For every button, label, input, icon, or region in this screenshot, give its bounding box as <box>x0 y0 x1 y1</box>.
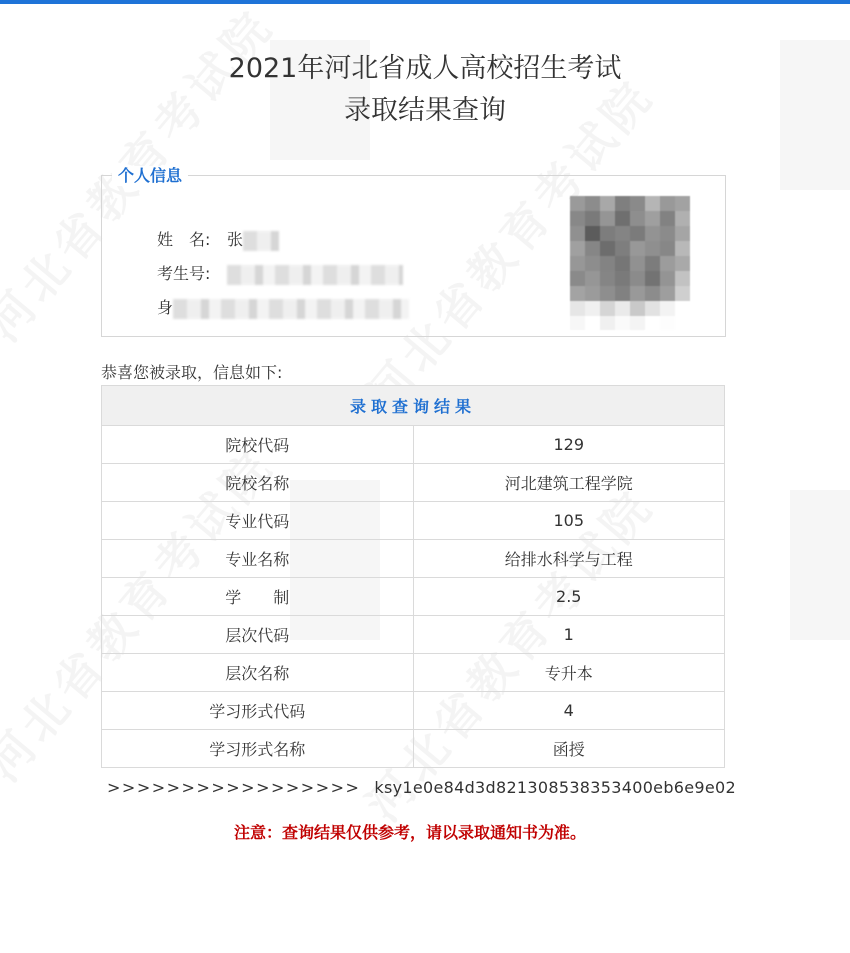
watermark-logo-block <box>790 490 850 640</box>
photo-mosaic-cell <box>675 316 690 330</box>
row-value: 129 <box>413 426 725 464</box>
photo-mosaic-cell <box>645 196 660 211</box>
photo-mosaic-cell <box>600 196 615 211</box>
photo-mosaic-cell <box>585 241 600 256</box>
photo-mosaic-cell <box>600 256 615 271</box>
table-row <box>102 502 725 540</box>
photo-mosaic-cell <box>645 226 660 241</box>
row-label: 层次名称 <box>102 654 414 692</box>
photo-mosaic-cell <box>570 211 585 226</box>
verification-hash-code: ksy1e0e84d3d821308538353400eb6e9e02 <box>374 778 736 797</box>
photo-mosaic-cell <box>675 196 690 211</box>
name-row <box>157 228 279 252</box>
row-value: 105 <box>413 502 725 540</box>
photo-mosaic-cell <box>645 211 660 226</box>
id-number-row <box>157 296 409 320</box>
photo-mosaic-cell <box>630 256 645 271</box>
photo-mosaic-cell <box>585 226 600 241</box>
photo-mosaic-cell <box>675 286 690 301</box>
photo-mosaic-cell <box>570 271 585 286</box>
exam-number-row <box>157 262 403 286</box>
table-row <box>102 540 725 578</box>
photo-mosaic-cell <box>630 211 645 226</box>
photo-mosaic-cell <box>570 241 585 256</box>
row-label: 专业代码 <box>102 502 414 540</box>
name-value: 张 <box>227 230 244 249</box>
photo-mosaic-cell <box>615 301 630 316</box>
photo-mosaic-cell <box>615 316 630 330</box>
row-value: 给排水科学与工程 <box>413 540 725 578</box>
photo-mosaic-cell <box>660 316 675 330</box>
photo-mosaic-cell <box>600 211 615 226</box>
row-value: 1 <box>413 616 725 654</box>
row-label: 院校名称 <box>102 464 414 502</box>
notice-text: 注意：查询结果仅供参考，请以录取通知书为准。 <box>233 823 586 842</box>
row-label: 学习形式名称 <box>102 730 414 768</box>
photo-mosaic-cell <box>630 286 645 301</box>
photo-mosaic-cell <box>645 241 660 256</box>
photo-mosaic-cell <box>585 256 600 271</box>
photo-mosaic-cell <box>660 301 675 316</box>
table-row <box>102 464 725 502</box>
id-number-label: 身 <box>157 298 174 317</box>
photo-mosaic-cell <box>600 286 615 301</box>
photo-mosaic-cell <box>675 301 690 316</box>
personal-info-legend: 个人信息 <box>112 166 188 186</box>
row-value: 2.5 <box>413 578 725 616</box>
photo-mosaic-cell <box>660 196 675 211</box>
table-row <box>102 654 725 692</box>
row-label: 学 制 <box>102 578 414 616</box>
page-title-line2: 录取结果查询 <box>344 95 506 126</box>
row-label: 专业名称 <box>102 540 414 578</box>
photo-mosaic-cell <box>585 196 600 211</box>
row-value: 4 <box>413 692 725 730</box>
photo-mosaic-cell <box>585 271 600 286</box>
photo-mosaic-cell <box>585 286 600 301</box>
row-value: 专升本 <box>413 654 725 692</box>
photo-mosaic-cell <box>600 301 615 316</box>
photo-mosaic-cell <box>615 271 630 286</box>
photo-mosaic-cell <box>660 256 675 271</box>
id-number-redacted <box>173 299 409 319</box>
photo-mosaic-cell <box>660 211 675 226</box>
table-row <box>102 692 725 730</box>
photo-mosaic-cell <box>645 316 660 330</box>
hash-arrows: >>>>>>>>>>>>>>>>> <box>107 778 361 797</box>
photo-mosaic-cell <box>615 196 630 211</box>
top-accent-bar <box>0 0 850 4</box>
candidate-photo <box>570 196 690 330</box>
table-row <box>102 730 725 768</box>
photo-mosaic-cell <box>615 286 630 301</box>
photo-mosaic-cell <box>645 286 660 301</box>
verification-hash-line <box>107 777 736 799</box>
photo-mosaic-cell <box>645 301 660 316</box>
photo-mosaic-cell <box>675 256 690 271</box>
table-header: 录取查询结果 <box>102 386 725 426</box>
photo-mosaic-cell <box>585 301 600 316</box>
photo-mosaic-cell <box>570 316 585 330</box>
photo-mosaic-cell <box>645 271 660 286</box>
photo-mosaic-cell <box>570 226 585 241</box>
table-header-row <box>102 386 725 426</box>
photo-mosaic-cell <box>630 316 645 330</box>
photo-mosaic-cell <box>600 271 615 286</box>
name-label: 姓 名: <box>157 230 211 249</box>
photo-mosaic-cell <box>570 196 585 211</box>
page-title <box>0 48 850 132</box>
exam-number-label: 考生号: <box>157 264 211 283</box>
photo-mosaic-cell <box>675 271 690 286</box>
photo-mosaic-cell <box>570 286 585 301</box>
page-title-line1: 2021年河北省成人高校招生考试 <box>228 53 622 84</box>
row-value: 函授 <box>413 730 725 768</box>
row-label: 层次代码 <box>102 616 414 654</box>
row-value: 河北建筑工程学院 <box>413 464 725 502</box>
photo-mosaic-cell <box>615 256 630 271</box>
name-redacted <box>243 231 279 251</box>
photo-mosaic-cell <box>615 211 630 226</box>
photo-mosaic-cell <box>600 241 615 256</box>
photo-mosaic-cell <box>675 211 690 226</box>
photo-mosaic-cell <box>570 256 585 271</box>
photo-mosaic-cell <box>660 241 675 256</box>
photo-mosaic-cell <box>585 211 600 226</box>
table-row <box>102 616 725 654</box>
photo-mosaic-cell <box>600 226 615 241</box>
photo-mosaic-cell <box>630 196 645 211</box>
photo-mosaic-cell <box>660 286 675 301</box>
photo-mosaic-cell <box>630 271 645 286</box>
photo-mosaic-cell <box>570 301 585 316</box>
photo-mosaic-cell <box>645 256 660 271</box>
photo-mosaic-cell <box>675 241 690 256</box>
photo-mosaic-cell <box>585 316 600 330</box>
photo-mosaic-cell <box>675 226 690 241</box>
photo-mosaic-cell <box>615 241 630 256</box>
photo-mosaic-cell <box>630 241 645 256</box>
table-row <box>102 426 725 464</box>
admission-result-table <box>101 385 725 768</box>
photo-mosaic-cell <box>630 301 645 316</box>
exam-number-redacted <box>227 265 403 285</box>
row-label: 院校代码 <box>102 426 414 464</box>
row-label: 学习形式代码 <box>102 692 414 730</box>
photo-mosaic-cell <box>630 226 645 241</box>
congrats-text: 恭喜您被录取，信息如下: <box>101 363 283 382</box>
table-row <box>102 578 725 616</box>
photo-mosaic-cell <box>660 271 675 286</box>
photo-mosaic-cell <box>660 226 675 241</box>
photo-mosaic-cell <box>600 316 615 330</box>
photo-mosaic-cell <box>615 226 630 241</box>
